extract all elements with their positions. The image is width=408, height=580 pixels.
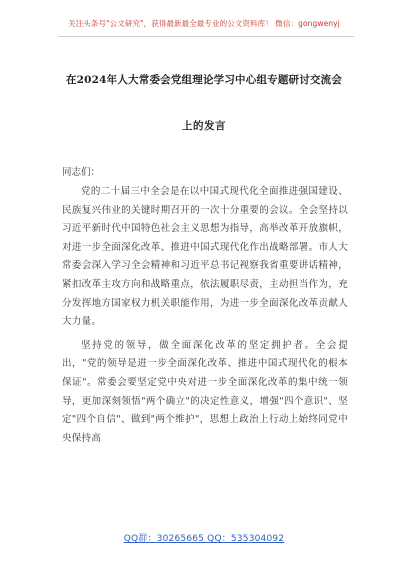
header-banner: 关注头条号"公文研究"，获得最新最全最专业的公文资料库！ 微信：gongwenyj: [68, 19, 340, 28]
header-divider: [58, 36, 354, 37]
paragraph-1: 党的二十届三中全会是在以中国式现代化全面推进强国建设、民族复兴伟业的关键时期召开的一次十分重要的会议。全会坚持以习近平新时代中国特色社会主义思想为指导，高举改革开放旗帜，对进一步全面深化改革、推进中国式现代化作出战略部署。市人大常委会深入学习全会精神和习近平总书记视察我省重要讲话精神，紧扣改革主攻方向和战略重点，依法履职尽责，主动担当作为，充分发挥地方国家权力机关职能作用，为进一步全面深化改革贡献人大力量。: [62, 186, 348, 328]
paragraph-2: 坚持党的领导，做全面深化改革的坚定拥护者。全会提出，"党的领导是进一步全面深化改革、推进中国式现代化的根本保证"。常委会要坚定党中央对进一步全面深化改革的集中统一领导，更加深刻领悟"两个确立"的决定性意义，增强"四个意识"、坚定"四个自信"、做到"两个维护"，思想上政治上行动上始终同党中央保持高: [62, 339, 348, 444]
document-title-continued: 上的发言: [182, 120, 226, 132]
salutation: 同志们：: [62, 167, 101, 178]
document-body: [62, 183, 348, 453]
document-title: 在2024年人大常委会党组理论学习中心组专题研讨交流会: [65, 74, 343, 86]
footer-contact[interactable]: QQ群：30265665 QQ：535304092: [123, 534, 285, 544]
